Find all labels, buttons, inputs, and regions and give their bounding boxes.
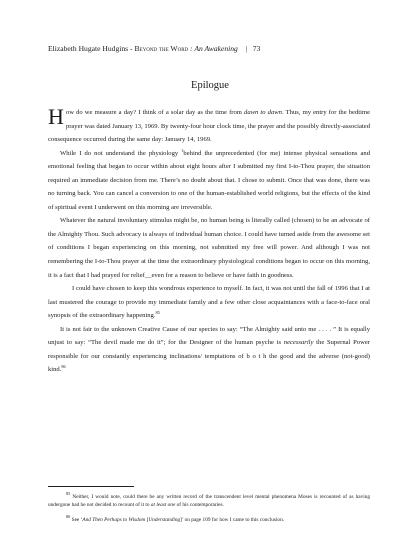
footnote-86-text-b: [ [145,517,149,523]
header-subtitle: : An Awakening [190,44,238,53]
paragraph-3: Whatever the natural involuntary stimulus might be, no human being is literally called (chosen) to be an advocate of the Almighty Thou. Such advocacy is always of individual human choice. I could have turned aside from the awesome set of conditions I began experiencing on this morning, not submitted my free will power. And although I was not remembering the I-to-Thou prayer at the time the extraordinary physiological conditions began to occur on this morning, it is a fact that I had prayed for relief__even for a reason to believe or have faith in goodness. [48,217,370,279]
paragraph-4 [48,282,370,323]
paragraph-2-text-b: behind the unprecedented (for me) intense physical sensations and emotional feeling that began to occur within about eight hours after I submitted my first I-to-Thou prayer, the situation required an immediate decision from me. There’s no doubt about that. I chose to submit. Once that was done, there was no turning back. You can cancel a conversion to one of the human-established world religions, but the effects of the kind of spiritual event I underwent on this morning are irreversible. [48,149,370,211]
footnote-86-text-c: ]’ on page 109 for how I came to this conclusion. [180,517,285,523]
paragraph-5-text-a: It is not fair to the unknown Creative Cause of our species to say: “The Almighty said unto me . . . . ” It is equally unjust to say: “The devil made me do it”; for the Designer of the human psyche is [48,325,370,347]
drop-cap: H [48,104,64,129]
header-page-number: 73 [252,44,261,53]
paragraph-1 [48,106,370,147]
footnote-86-text-a: See ‘ [70,517,83,523]
footnote-85-number: 85 [66,491,71,497]
paragraph-5-italic: necessarily [283,339,314,347]
paragraph-2-text-a: While I do not understand the physiology [60,149,182,157]
paragraph-2 [48,147,370,215]
paragraph-1-italic: dawn to dawn [244,109,282,116]
paragraph-1-text-a: ow do we measure a day? I think of a solar day as the time from [65,109,245,116]
footnote-86-italic-a: And Then Perhaps to Wisdom [82,517,146,523]
body-text [48,106,370,377]
chapter-title: Epilogue [191,80,229,91]
superscript-marker: 1 [181,147,184,153]
footnote-ref-85[interactable]: 85 [155,310,160,316]
footnote-86-number: 86 [66,514,71,520]
header-separator: | [245,44,247,53]
paragraph-1-text-b: . Thus, my entry for the bedtime prayer was dated January 13, 1969. By twenty-four hour clock time, the prayer and the possibly directly-associated consequence occurred during the same day: January 14, 1969. [48,109,371,144]
footnote-ref-86[interactable]: 86 [61,364,66,370]
footnote-85-text-b: of his contemporaries. [175,502,224,509]
paragraph-5-text-b: the Supernal Power responsible for our constantly experiencing inclinations/ temptations of b o t h the good and the adverse (not-good) kind. [48,339,370,374]
footnote-85-text-a: Neither, I would note, could there be any written record of the transcendent level mental phenomena Moses is recounted of as having undergone had he not decided to recount of it to [48,494,370,509]
footnote-86 [48,516,370,524]
header-book-title: Beyond the Word [134,44,189,53]
footnote-85 [48,493,370,509]
footnote-85-italic: at least one [150,502,176,509]
footnote-divider [48,486,134,487]
paragraph-4-text: I could have chosen to keep this wondrous experience to myself. In fact, it was not until the fall of 1996 that I at last mustered the courage to provide my immediate family and a few other close acquaintances with a face-to-face oral synopsis of the extraordinary happening. [48,285,370,320]
running-header [48,44,378,53]
footnote-86-italic-b: Understanding [148,517,181,523]
paragraph-5 [48,323,370,377]
header-author: Elizabeth Hugate Hudgins - [48,44,133,53]
